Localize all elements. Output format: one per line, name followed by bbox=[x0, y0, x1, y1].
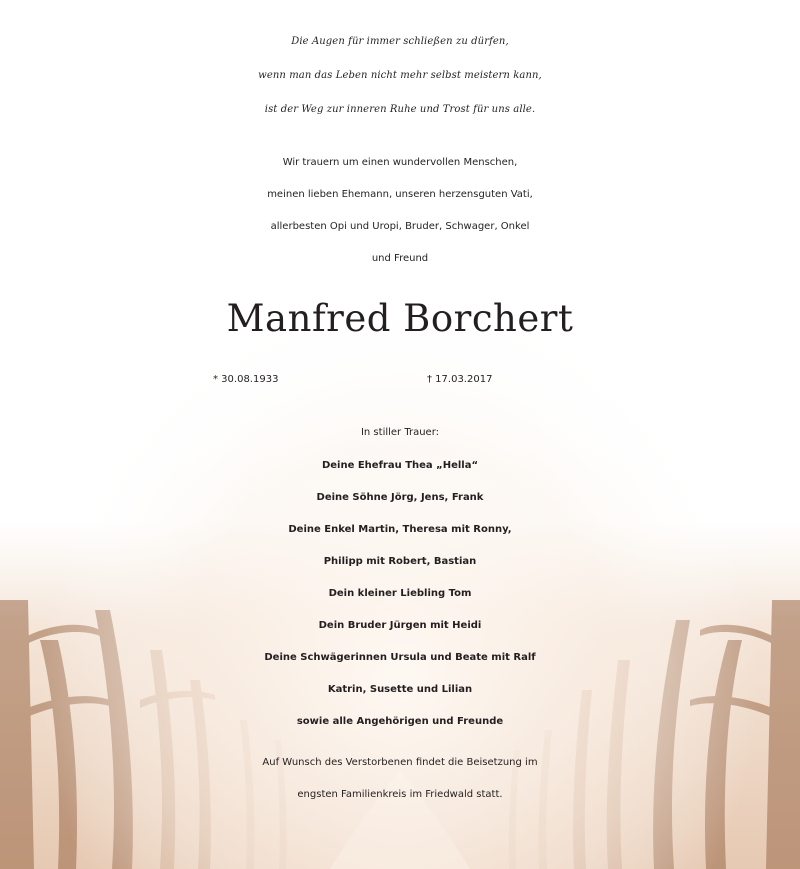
intro-line-3: allerbesten Opi und Uropi, Bruder, Schwager, Onkel bbox=[270, 221, 530, 232]
poem-line-1: Die Augen für immer schließen zu dürfen, bbox=[291, 36, 509, 47]
mourner-line-1: Deine Ehefrau Thea „Hella“ bbox=[321, 460, 479, 471]
mourner-line-3: Deine Enkel Martin, Theresa mit Ronny, bbox=[288, 524, 512, 535]
mourner-line-6: Dein Bruder Jürgen mit Heidi bbox=[318, 620, 482, 631]
intro-line-4: und Freund bbox=[371, 253, 429, 264]
death-date: † 17.03.2017 bbox=[427, 374, 493, 385]
mourners-label: In stiller Trauer: bbox=[360, 427, 440, 438]
birth-date: * 30.08.1933 bbox=[213, 374, 279, 385]
deceased-name: Manfred Borchert bbox=[226, 297, 574, 340]
notice-line-2: engsten Familienkreis im Friedwald statt. bbox=[297, 789, 503, 800]
poem-line-3: ist der Weg zur inneren Ruhe und Trost für uns alle. bbox=[264, 104, 536, 115]
mourner-line-8: Katrin, Susette und Lilian bbox=[327, 684, 473, 695]
poem-line-2: wenn man das Leben nicht mehr selbst meistern kann, bbox=[258, 70, 542, 81]
mourner-line-5: Dein kleiner Liebling Tom bbox=[328, 588, 472, 599]
mourner-line-9: sowie alle Angehörigen und Freunde bbox=[296, 716, 504, 727]
mourner-line-7: Deine Schwägerinnen Ursula und Beate mit Ralf bbox=[264, 652, 536, 663]
notice-line-1: Auf Wunsch des Verstorbenen findet die Beisetzung im bbox=[262, 757, 538, 768]
intro-line-1: Wir trauern um einen wundervollen Menschen, bbox=[282, 157, 518, 168]
intro-line-2: meinen lieben Ehemann, unseren herzensguten Vati, bbox=[267, 189, 533, 200]
mourner-line-2: Deine Söhne Jörg, Jens, Frank bbox=[316, 492, 484, 503]
mourner-line-4: Philipp mit Robert, Bastian bbox=[323, 556, 477, 567]
